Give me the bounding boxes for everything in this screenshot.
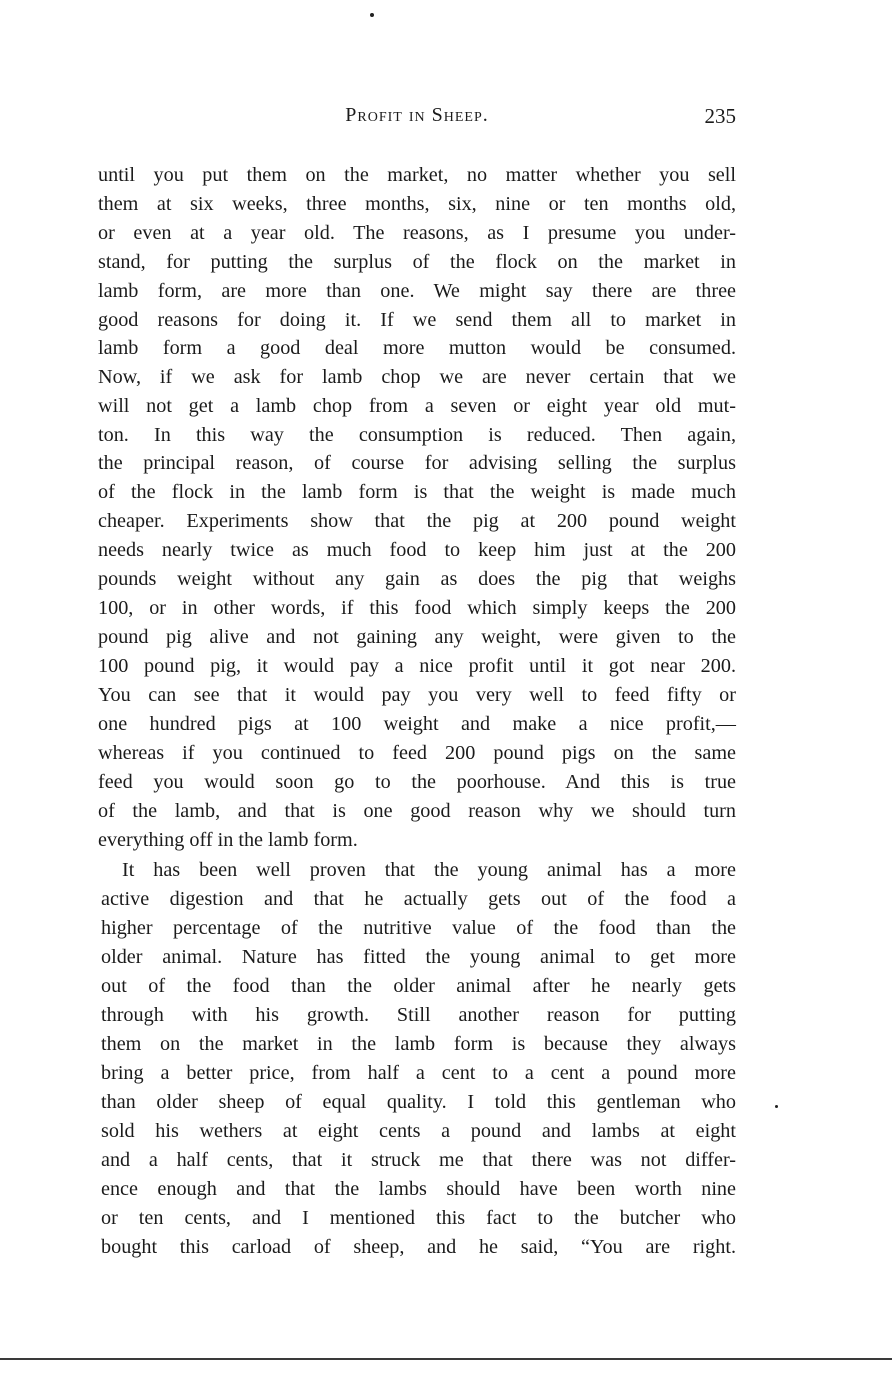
scan-bottom-edge [0, 1358, 892, 1360]
ink-speck-margin [775, 1105, 778, 1108]
text-line: everything off in the lamb form. [98, 829, 358, 851]
text-line: will not get a lamb chop from a seven or eight year old mut- [98, 395, 736, 417]
text-line: You can see that it would pay you very well to feed fifty or [98, 684, 736, 706]
page-header [98, 104, 736, 136]
text-line: them at six weeks, three months, six, nine or ten months old, [98, 193, 736, 215]
text-line: bought this carload of sheep, and he said, “You are right. [101, 1236, 736, 1258]
text-line: them on the market in the lamb form is because they always [101, 1033, 736, 1055]
text-line: pound pig alive and not gaining any weight, were given to the [98, 626, 736, 648]
ink-speck-top [370, 13, 374, 17]
text-line: of the flock in the lamb form is that the weight is made much [98, 481, 736, 503]
text-line: 100 pound pig, it would pay a nice profit until it got near 200. [98, 655, 736, 677]
text-line: out of the food than the older animal after he nearly gets [101, 975, 736, 997]
text-line: or even at a year old. The reasons, as I presume you under- [98, 222, 736, 244]
text-line: lamb form a good deal more mutton would be consumed. [98, 337, 736, 359]
text-line: stand, for putting the surplus of the flock on the market in [98, 251, 736, 273]
text-line: through with his growth. Still another reason for putting [101, 1004, 736, 1026]
text-line: pounds weight without any gain as does the pig that weighs [98, 568, 736, 590]
text-line: ton. In this way the consumption is reduced. Then again, [98, 424, 736, 446]
text-line: or ten cents, and I mentioned this fact to the butcher who [101, 1207, 736, 1229]
text-line: the principal reason, of course for advising selling the surplus [98, 452, 736, 474]
text-line: lamb form, are more than one. We might say there are three [98, 280, 736, 302]
text-line: sold his wethers at eight cents a pound and lambs at eight [101, 1120, 736, 1142]
text-line: cheaper. Experiments show that the pig at 200 pound weight [98, 510, 736, 532]
text-line: It has been well proven that the young animal has a more [122, 859, 736, 881]
text-line: 100, or in other words, if this food which simply keeps the 200 [98, 597, 736, 619]
running-title: Profit in Sheep. [345, 104, 489, 126]
text-line: and a half cents, that it struck me that there was not differ- [101, 1149, 736, 1171]
text-line: older animal. Nature has fitted the young animal to get more [101, 946, 736, 968]
page-number: 235 [704, 104, 736, 128]
text-line: higher percentage of the nutritive value of the food than the [101, 917, 736, 939]
text-line: good reasons for doing it. If we send them all to market in [98, 309, 736, 331]
text-line: ence enough and that the lambs should have been worth nine [101, 1178, 736, 1200]
text-line: active digestion and that he actually gets out of the food a [101, 888, 736, 910]
text-line: Now, if we ask for lamb chop we are never certain that we [98, 366, 736, 388]
text-line: bring a better price, from half a cent to a cent a pound more [101, 1062, 736, 1084]
text-line: whereas if you continued to feed 200 pound pigs on the same [98, 742, 736, 764]
text-line: until you put them on the market, no matter whether you sell [98, 164, 736, 186]
text-line: than older sheep of equal quality. I told this gentleman who [101, 1091, 736, 1113]
text-line: of the lamb, and that is one good reason why we should turn [98, 800, 736, 822]
text-line: needs nearly twice as much food to keep him just at the 200 [98, 539, 736, 561]
text-line: feed you would soon go to the poorhouse. And this is true [98, 771, 736, 793]
text-line: one hundred pigs at 100 weight and make a nice profit,— [98, 713, 736, 735]
